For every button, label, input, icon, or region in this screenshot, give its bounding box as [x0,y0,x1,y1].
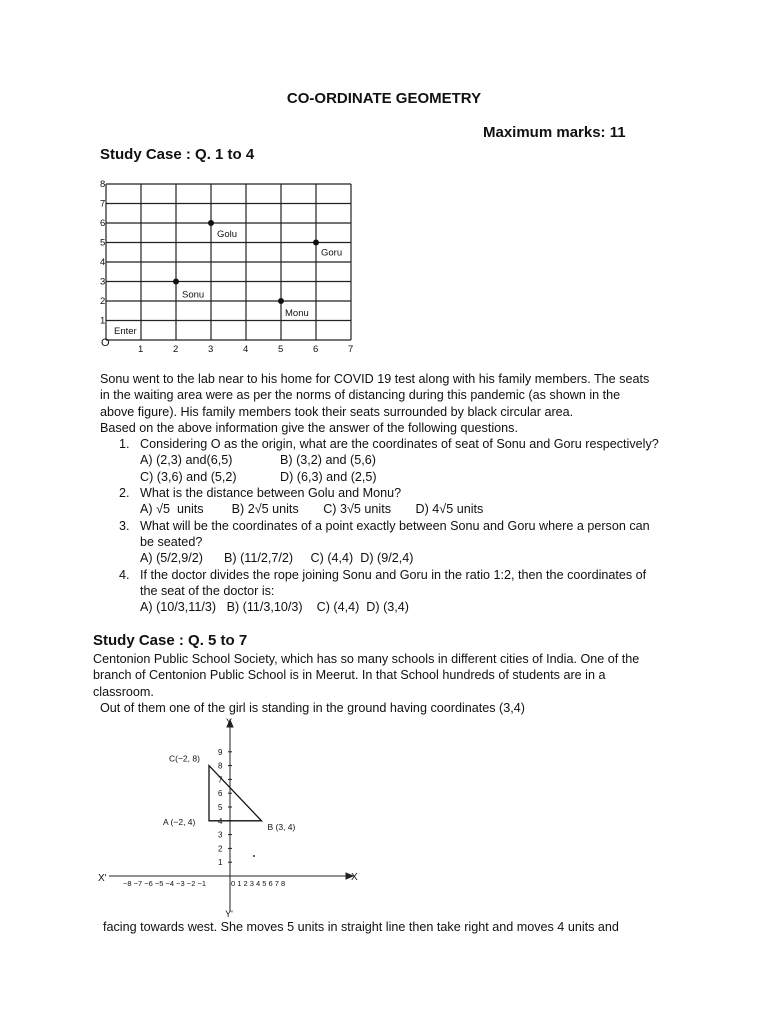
x-tick-label: 1 [138,344,144,354]
question-list [100,436,700,615]
maximum-marks: Maximum marks: 11 [483,124,626,141]
point-label: C(−2, 8) [169,753,200,764]
case2-continuation: facing towards west. She moves 5 units in straight line then take right and moves 4 units and [103,920,619,934]
y-tick-label: 5 [100,237,106,249]
question-3 [100,518,700,567]
question-text: the seat of the doctor is: [140,583,275,598]
question-number: 3. [119,518,130,533]
y-tick-label: 7 [100,198,106,210]
question-text: Considering O as the origin, what are the coordinates of seat of Sonu and Goru respectively? [140,437,659,452]
x-axis-label: X [351,872,358,883]
intro-line: classroom. [93,684,154,699]
x-tick-label: 6 [313,344,319,354]
seat-label-goru: Goru [321,247,343,259]
question-number: 4. [119,567,130,582]
y-tick-label: 3 [218,830,223,840]
seat-marker-sonu [173,279,179,285]
question-number: 2. [119,486,130,501]
question-text: What will be the coordinates of a point exactly between Sonu and Goru where a person can [140,518,650,533]
y-tick-label: 4 [218,816,223,826]
case1-intro [100,371,700,615]
x-tick-label: 4 [243,344,249,354]
seat-marker-goru [313,240,319,246]
question-text: be seated? [140,534,203,549]
seat-marker-monu [278,298,284,304]
triangle-outline [209,766,262,821]
y-tick-label: 7 [218,775,223,785]
seat-marker-golu [208,220,214,226]
question-1 [100,436,700,485]
case1-heading: Study Case : Q. 1 to 4 [100,146,255,163]
question-text: If the doctor divides the rope joining Sonu and Goru in the ratio 1:2, then the coordinates of [140,567,647,582]
question-options [140,452,700,468]
x-negative-ticks: −8 −7 −6 −5 −4 −3 −2 −1 [123,879,206,888]
case2-intro [93,651,713,716]
seat-label-golu: Golu [217,229,238,240]
enter-label: Enter [114,326,137,337]
intro-line: Based on the above information give the answer of the following questions. [100,420,518,435]
y-tick-label: 2 [218,844,223,854]
y-tick-label: 2 [100,296,106,307]
intro-line: Out of them one of the girl is standing in the ground having coordinates (3,4) [93,700,525,715]
y-tick-label: 6 [218,789,223,799]
options-line: A) (10/3,11/3) B) (11/3,10/3) C) (4,4) D) (3,4) [140,600,409,615]
question-options [140,469,700,485]
seat-label-monu: Monu [285,308,309,319]
y-tick-label: 9 [218,747,223,757]
origin-label: O [101,337,110,349]
x-positive-ticks: 0 1 2 3 4 5 6 7 8 [231,879,286,888]
intro-line: branch of Centonion Public School is in Meerut. In that School hundreds of students are in a [93,668,606,683]
y-tick-label: 1 [218,858,223,868]
point-label: B (3, 4) [267,821,296,832]
question-number: 1. [119,437,130,452]
intro-line: Sonu went to the lab near to his home for COVID 19 test along with his family members. The seats [100,372,650,386]
intro-line: above figure). His family members took their seats surrounded by black circular area. [100,404,574,419]
case2-heading: Study Case : Q. 5 to 7 [93,632,248,649]
options-line: A) (5/2,9/2) B) (11/2,7/2) C) (4,4) D) (9/2,4) [140,551,414,566]
seating-grid [106,184,351,340]
options-line: A) √5 units B) 2√5 units C) 3√5 units D) 4√5 units [140,502,484,517]
y-tick-label: 5 [218,803,223,812]
y-axis-neg-label: Y' [225,909,233,919]
y-tick-label: 6 [100,218,106,229]
point-label: A (−2, 4) [163,816,196,827]
option: D) (6,3) and (2,5) [280,469,377,484]
x-tick-label: 2 [173,344,179,354]
intro-line: Centonion Public School Society, which has so many schools in different cities of India. One of the [93,652,640,666]
x-axis-neg-label: X' [98,873,107,884]
y-tick-label: 4 [100,257,106,268]
coordinate-plane-figure [95,714,365,920]
question-2 [100,485,700,518]
option: C) (3,6) and (5,2) [140,469,237,484]
y-tick-label: 3 [100,276,106,288]
question-text: What is the distance between Golu and Monu? [140,486,402,501]
x-tick-label: 5 [278,344,284,354]
x-tick-label: 7 [348,344,354,354]
y-tick-label: 8 [100,179,106,190]
y-tick-label: 1 [100,315,106,327]
question-4 [100,567,700,616]
seating-grid-figure [92,176,367,354]
intro-line: in the waiting area were as per the norms of distancing during this pandemic (as shown in the [100,388,621,403]
option: B) (3,2) and (5,6) [280,453,376,468]
y-axis-label: Y [225,717,233,727]
document-title: CO-ORDINATE GEOMETRY [286,90,482,107]
option: A) (2,3) and(6,5) [140,453,233,468]
x-tick-label: 3 [208,344,214,354]
y-tick-label: 8 [218,761,223,771]
seat-label-sonu: Sonu [182,289,205,301]
stray-mark [253,855,255,857]
